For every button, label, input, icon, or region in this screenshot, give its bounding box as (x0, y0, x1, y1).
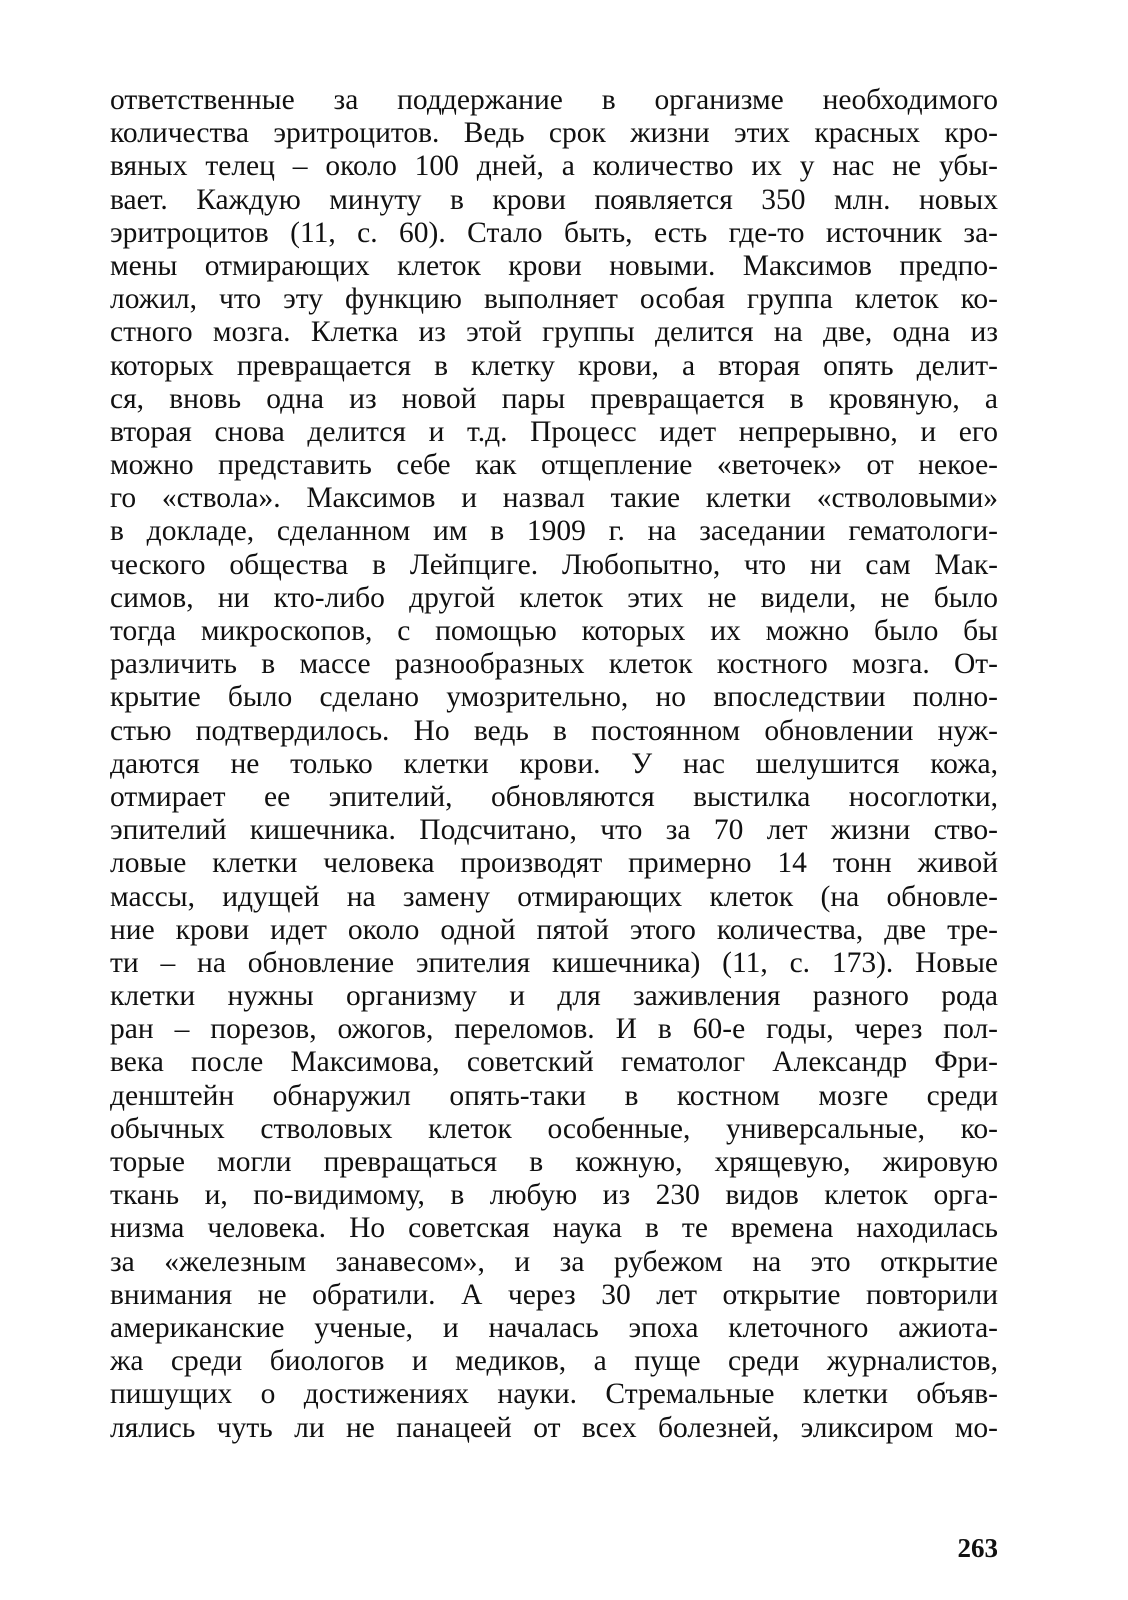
page-number: 263 (957, 1533, 998, 1563)
text-line: можно представить себе как отщепление «веточек» от некое- (110, 449, 998, 482)
text-line: за «железным занавесом», и за рубежом на это открытие (110, 1245, 998, 1278)
text-line: ответственные за поддержание в организме необходимого (110, 84, 998, 116)
text-line: ложил, что эту функцию выполняет особая группа клеток ко- (110, 283, 998, 316)
text-line: ческого общества в Лейпциге. Любопытно, что ни сам Мак- (110, 548, 998, 581)
text-line: лялись чуть ли не панацеей от всех болезней, эликсиром мо- (110, 1411, 998, 1444)
text-line: в докладе, сделанном им в 1909 г. на заседании гематологи- (110, 515, 998, 548)
text-line: отмирает ее эпителий, обновляются выстилка носоглотки, (110, 780, 998, 813)
text-line: денштейн обнаружил опять-таки в костном мозге среди (110, 1079, 998, 1112)
text-line: вает. Каждую минуту в крови появляется 350 млн. новых (110, 183, 998, 216)
text-line: массы, идущей на замену отмирающих клеток (на обновле- (110, 880, 998, 913)
text-line: ся, вновь одна из новой пары превращается в кровяную, а (110, 382, 998, 415)
text-line: века после Максимова, советский гематолог Александр Фри- (110, 1046, 998, 1079)
text-line: обычных стволовых клеток особенные, универсальные, ко- (110, 1112, 998, 1145)
text-line: жа среди биологов и медиков, а пуще среди журналистов, (110, 1345, 998, 1378)
text-line: внимания не обратили. А через 30 лет открытие повторили (110, 1278, 998, 1311)
text-line: клетки нужны организму и для заживления разного рода (110, 980, 998, 1013)
text-line: низма человека. Но советская наука в те времена находилась (110, 1212, 998, 1245)
text-line: которых превращается в клетку крови, а вторая опять делит- (110, 349, 998, 382)
text-line: крытие было сделано умозрительно, но впоследствии полно- (110, 681, 998, 714)
text-line: различить в массе разнообразных клеток костного мозга. От- (110, 648, 998, 681)
body-text (110, 84, 998, 1445)
text-line: стного мозга. Клетка из этой группы делится на две, одна из (110, 316, 998, 349)
text-line: даются не только клетки крови. У нас шелушится кожа, (110, 747, 998, 780)
text-line: американские ученые, и началась эпоха клеточного ажиота- (110, 1311, 998, 1344)
text-line: го «ствола». Максимов и назвал такие клетки «стволовыми» (110, 482, 998, 515)
text-line: ние крови идет около одной пятой этого количества, две тре- (110, 913, 998, 946)
text-line: торые могли превращаться в кожную, хрящевую, жировую (110, 1146, 998, 1178)
text-line: количества эритроцитов. Ведь срок жизни этих красных кро- (110, 117, 998, 150)
text-line: ткань и, по-видимому, в любую из 230 видов клеток орга- (110, 1179, 998, 1212)
text-line: мены отмирающих клеток крови новыми. Максимов предпо- (110, 249, 998, 282)
text-line: ран – порезов, ожогов, переломов. И в 60-е годы, через пол- (110, 1013, 998, 1046)
text-line: эпителий кишечника. Подсчитано, что за 70 лет жизни ство- (110, 814, 998, 847)
text-line: пишущих о достижениях науки. Стремальные клетки объяв- (110, 1378, 998, 1411)
text-line: тогда микроскопов, с помощью которых их можно было бы (110, 615, 998, 647)
text-line: вторая снова делится и т.д. Процесс идет непрерывно, и его (110, 415, 998, 448)
text-line: эритроцитов (11, с. 60). Стало быть, есть где-то источник за- (110, 216, 998, 249)
text-line: ловые клетки человека производят примерно 14 тонн живой (110, 847, 998, 880)
text-line: стью подтвердилось. Но ведь в постоянном обновлении нуж- (110, 714, 998, 747)
text-line: вяных телец – около 100 дней, а количество их у нас не убы- (110, 150, 998, 183)
text-line: ти – на обновление эпителия кишечника) (11, с. 173). Новые (110, 946, 998, 979)
text-line: симов, ни кто-либо другой клеток этих не видели, не было (110, 581, 998, 614)
